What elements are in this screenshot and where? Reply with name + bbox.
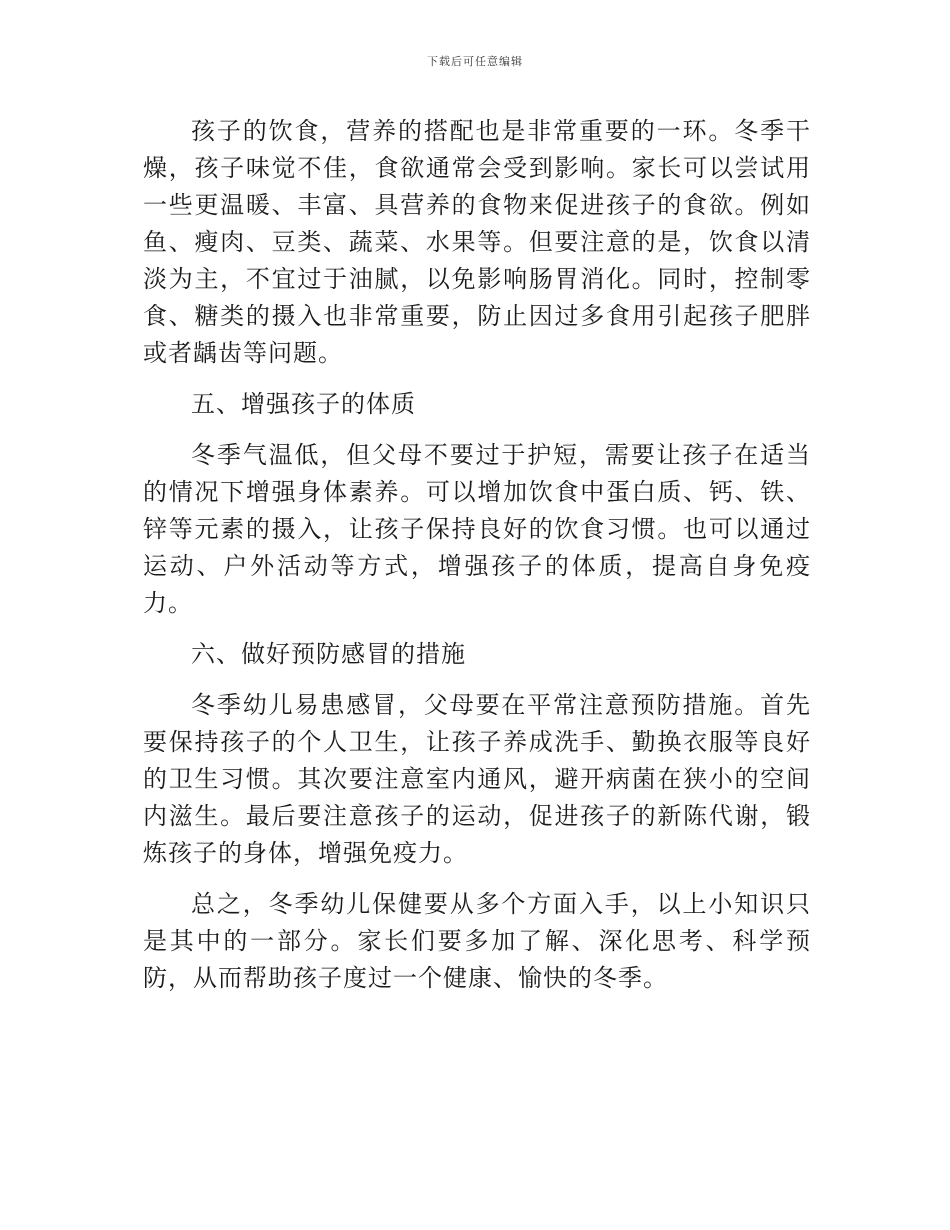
section-5-paragraph: 冬季气温低，但父母不要过于护短，需要让孩子在适当的情况下增强身体素养。可以增加饮食中蛋白质、钙、铁、锌等元素的摄入，让孩子保持良好的饮食习惯。也可以通过运动、户外活动等方式，增强孩子的体质，提高自身免疫力。: [143, 441, 811, 617]
document-body: [143, 113, 811, 1011]
conclusion-paragraph: 总之，冬季幼儿保健要从多个方面入手，以上小知识只是其中的一部分。家长们要多加了解、深化思考、科学预防，从而帮助孩子度过一个健康、愉快的冬季。: [143, 890, 811, 992]
section-5-heading: 五、增强孩子的体质: [191, 390, 416, 418]
section-6-paragraph: 冬季幼儿易患感冒，父母要在平常注意预防措施。首先要保持孩子的个人卫生，让孩子养成洗手、勤换衣服等良好的卫生习惯。其次要注意室内通风，避开病菌在狭小的空间内滋生。最后要注意孩子的运动，促进孩子的新陈代谢，锻炼孩子的身体，增强免疫力。: [143, 691, 811, 867]
section-6-heading: 六、做好预防感冒的措施: [191, 640, 466, 668]
diet-paragraph: 孩子的饮食，营养的搭配也是非常重要的一环。冬季干燥，孩子味觉不佳，食欲通常会受到影响。家长可以尝试用一些更温暖、丰富、具营养的食物来促进孩子的食欲。例如鱼、瘦肉、豆类、蔬菜、水果等。但要注意的是，饮食以清淡为主，不宜过于油腻，以免影响肠胃消化。同时，控制零食、糖类的摄入也非常重要，防止因过多食用引起孩子肥胖或者龋齿等问题。: [143, 117, 811, 367]
page-header-note: 下载后可任意编辑: [427, 55, 523, 68]
